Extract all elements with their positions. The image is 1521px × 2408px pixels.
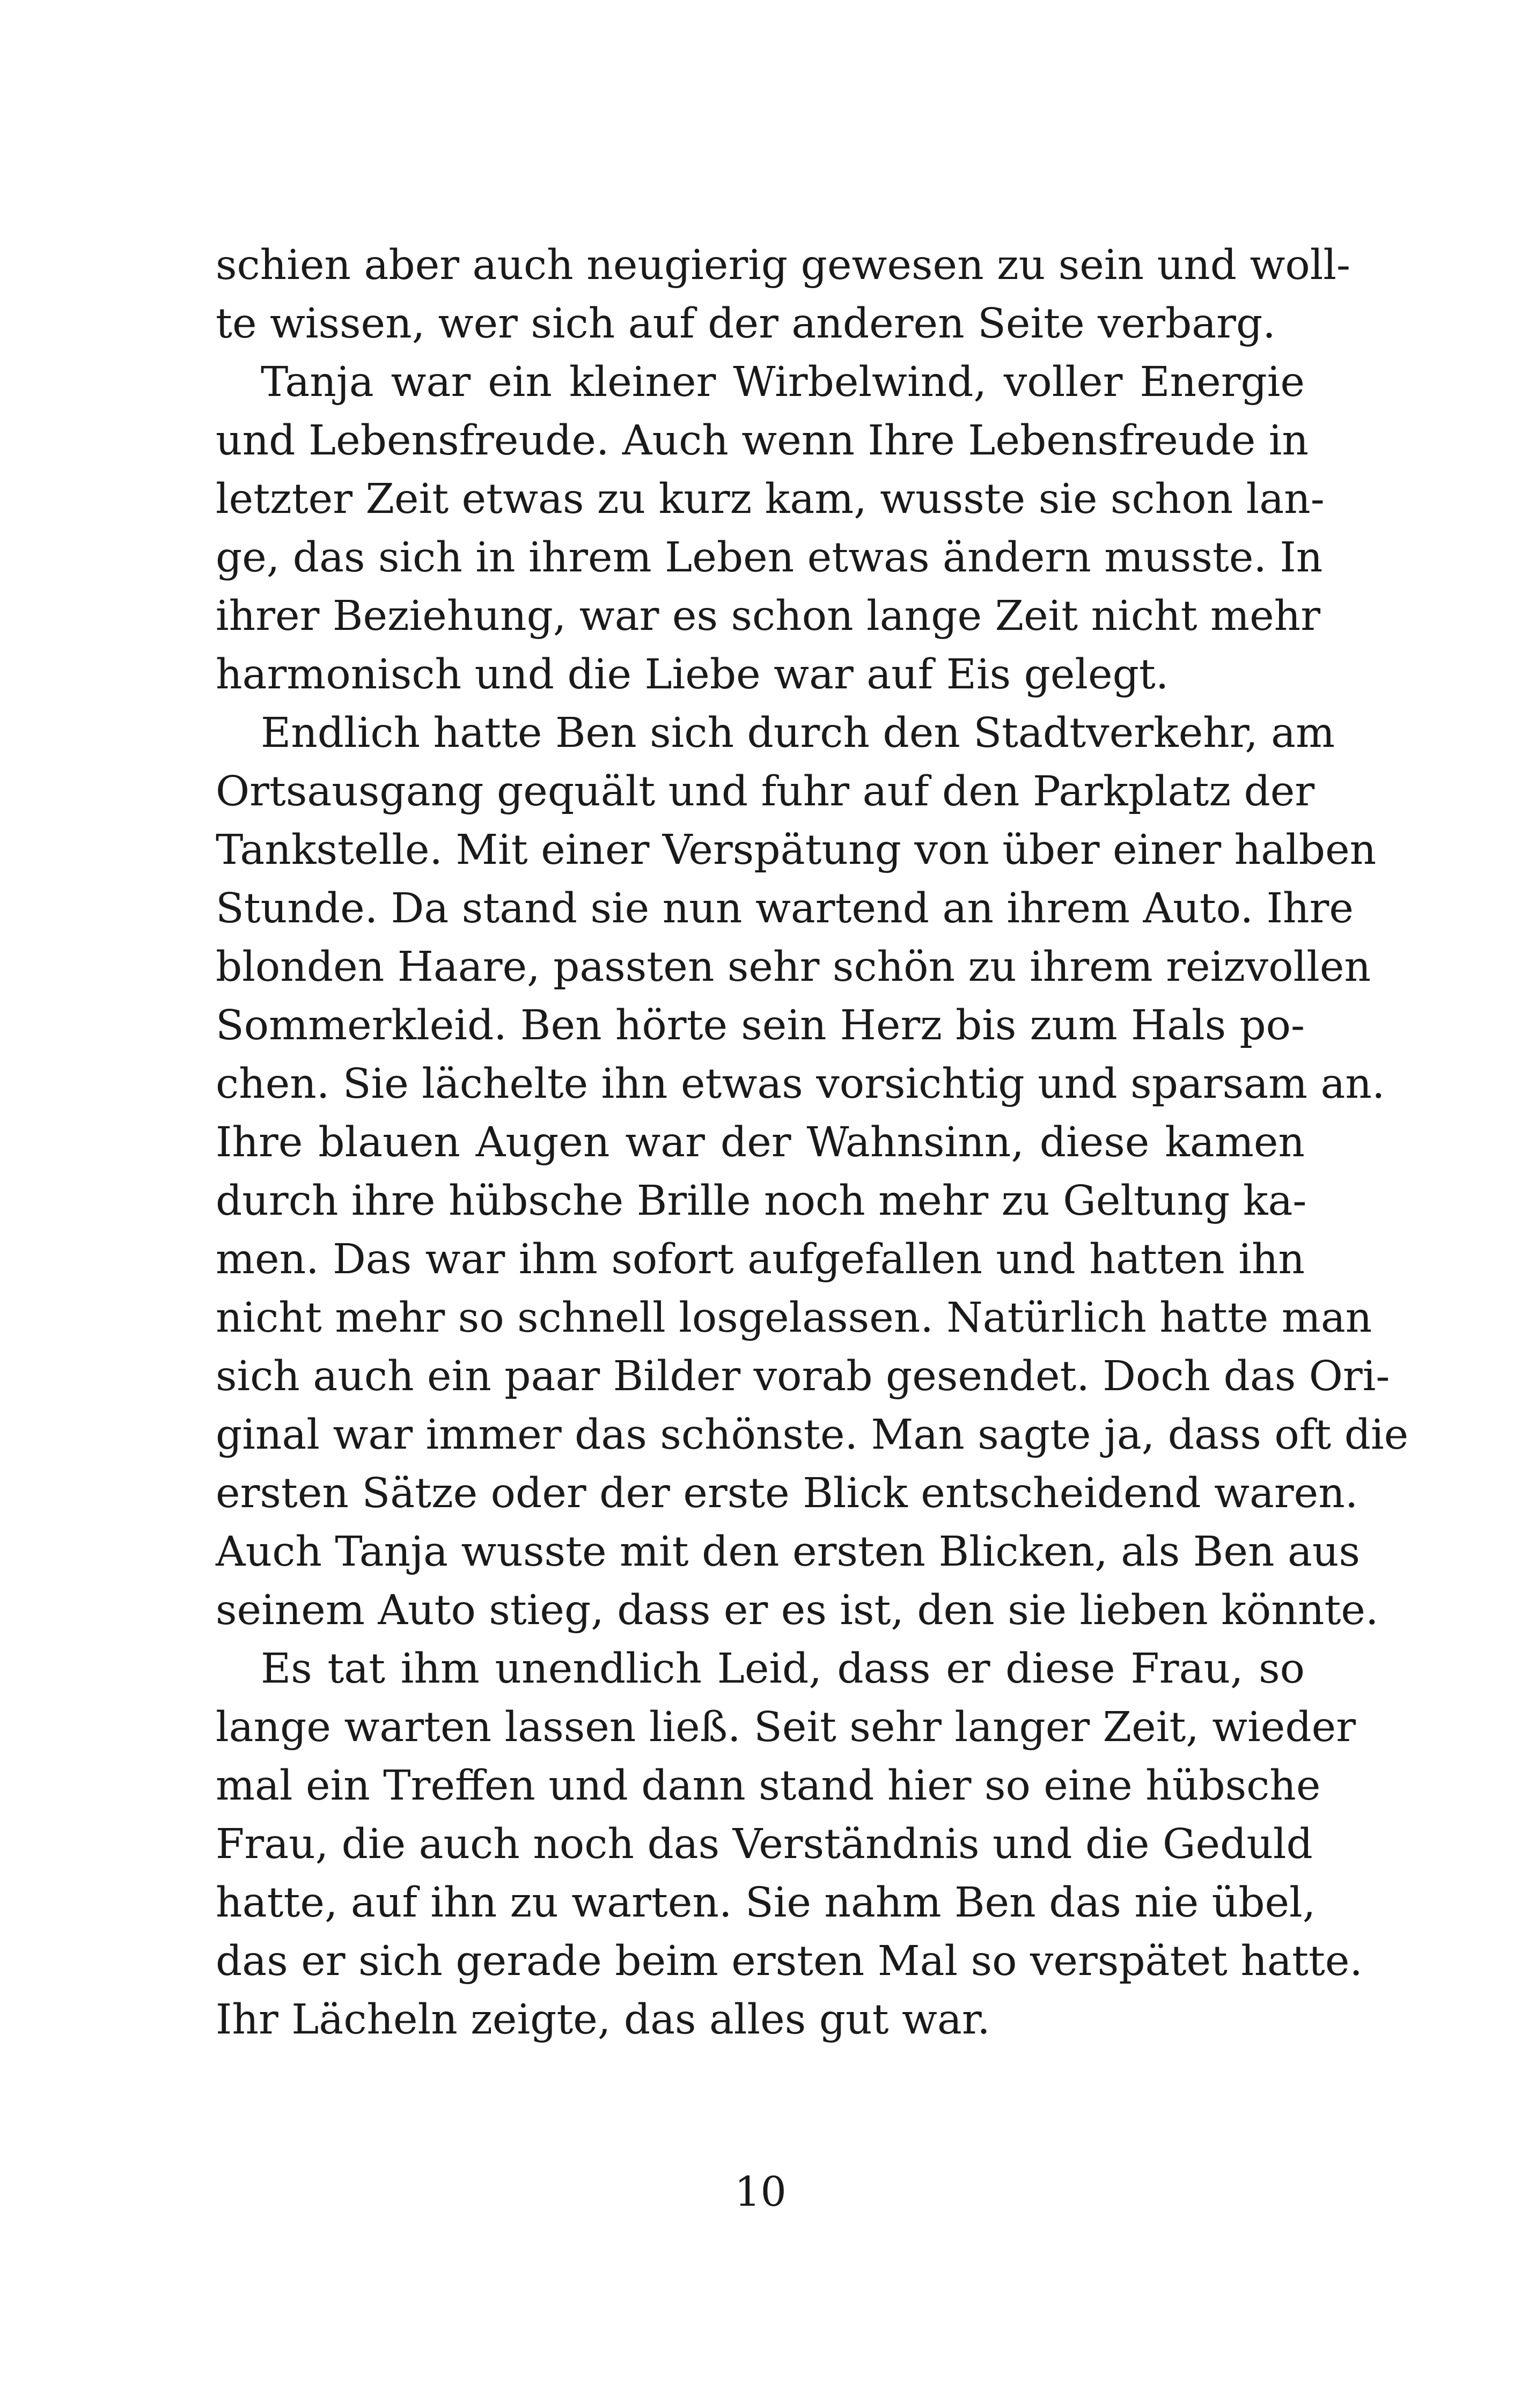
text-line: Ihr Lächeln zeigte, das alles gut war.: [216, 1996, 990, 2044]
text-line: Endlich hatte Ben sich durch den Stadtverkehr, am: [261, 709, 1335, 757]
text-line: schien aber auch neugierig gewesen zu sein und woll-: [216, 241, 1351, 289]
book-page-text: [216, 236, 1409, 2049]
text-line: hatte, auf ihn zu warten. Sie nahm Ben das nie übel,: [216, 1879, 1316, 1927]
text-line: ginal war immer das schönste. Man sagte ja, dass oft die: [216, 1411, 1409, 1459]
text-line: Tanja war ein kleiner Wirbelwind, voller Energie: [261, 358, 1305, 406]
text-line: harmonisch und die Liebe war auf Eis gelegt.: [216, 651, 1169, 699]
paragraph: [216, 236, 1351, 353]
text-line: und Lebensfreude. Auch wenn Ihre Lebensfreude in: [216, 417, 1309, 465]
text-line: ersten Sätze oder der erste Blick entscheidend waren.: [216, 1470, 1358, 1517]
text-line: das er sich gerade beim ersten Mal so verspätet hatte.: [216, 1937, 1363, 1985]
text-line: Auch Tanja wusste mit den ersten Blicken, als Ben aus: [216, 1528, 1360, 1576]
page-number: 10: [734, 2168, 787, 2215]
text-line: durch ihre hübsche Brille noch mehr zu Geltung ka-: [216, 1177, 1307, 1225]
text-line: ge, das sich in ihrem Leben etwas ändern musste. In: [216, 534, 1323, 582]
text-line: men. Das war ihm sofort aufgefallen und hatten ihn: [216, 1236, 1305, 1283]
text-line: Stunde. Da stand sie nun wartend an ihrem Auto. Ihre: [216, 885, 1354, 933]
paragraph: [216, 704, 1409, 1640]
paragraph: [216, 353, 1325, 704]
text-line: Ortsausgang gequält und fuhr auf den Parkplatz der: [216, 768, 1315, 816]
text-line: nicht mehr so schnell losgelassen. Natürlich hatte man: [216, 1294, 1372, 1342]
text-line: Es tat ihm unendlich Leid, dass er diese Frau, so: [261, 1645, 1305, 1693]
text-line: Tankstelle. Mit einer Verspätung von über einer halben: [216, 826, 1377, 874]
text-line: Ihre blauen Augen war der Wahnsinn, diese kamen: [216, 1119, 1305, 1166]
text-line: sich auch ein paar Bilder vorab gesendet. Doch das Ori-: [216, 1353, 1390, 1400]
text-line: Sommerkleid. Ben hörte sein Herz bis zum Hals po-: [216, 1002, 1305, 1049]
text-line: blonden Haare, passten sehr schön zu ihrem reizvollen: [216, 943, 1371, 991]
text-line: mal ein Treffen und dann stand hier so eine hübsche: [216, 1762, 1321, 1810]
paragraph: [216, 1640, 1363, 2049]
text-line: letzter Zeit etwas zu kurz kam, wusste sie schon lan-: [216, 475, 1325, 523]
text-line: Frau, die auch noch das Verständnis und die Geduld: [216, 1820, 1313, 1868]
text-line: chen. Sie lächelte ihn etwas vorsichtig und sparsam an.: [216, 1060, 1385, 1108]
text-line: te wissen, wer sich auf der anderen Seite verbarg.: [216, 300, 1276, 348]
text-line: seinem Auto stieg, dass er es ist, den sie lieben könnte.: [216, 1587, 1379, 1634]
text-line: ihrer Beziehung, war es schon lange Zeit nicht mehr: [216, 592, 1321, 640]
text-line: lange warten lassen ließ. Seit sehr langer Zeit, wieder: [216, 1704, 1356, 1751]
